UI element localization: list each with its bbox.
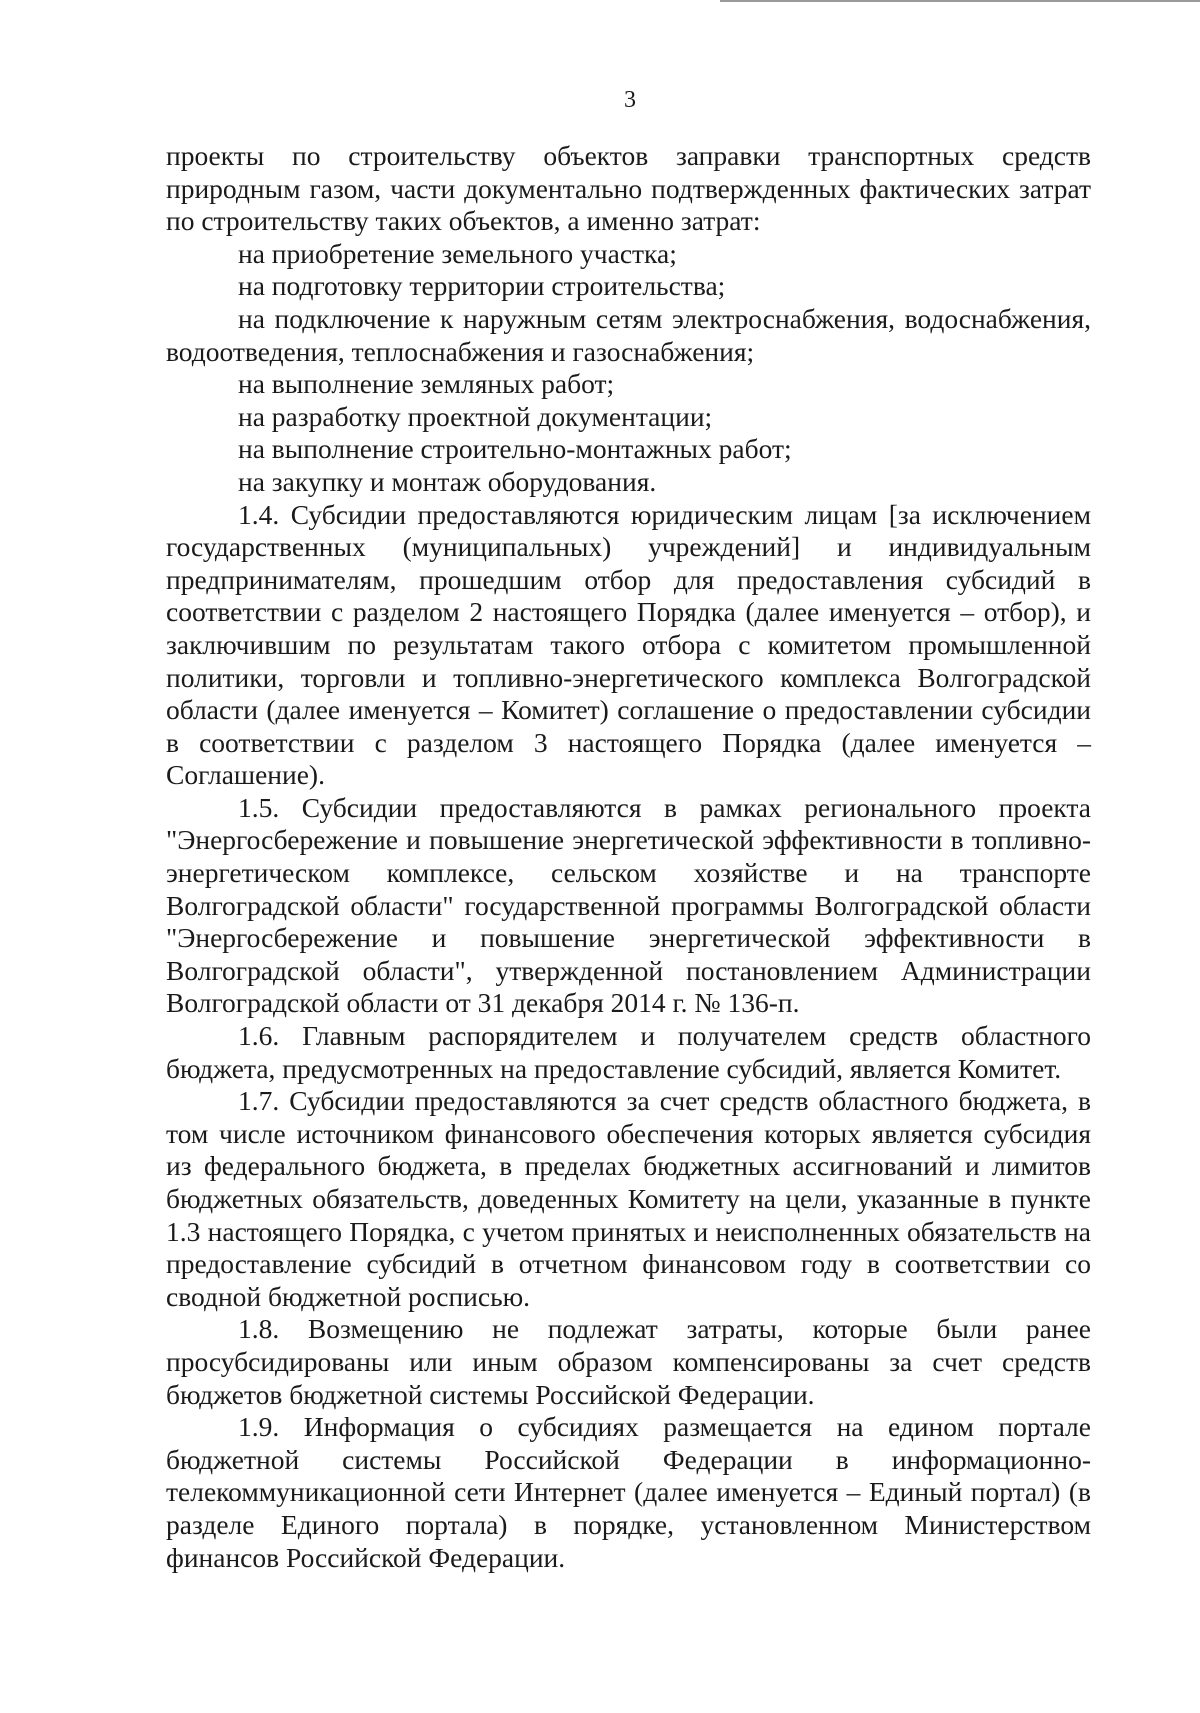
list-item-earthworks: на выполнение земляных работ; bbox=[238, 368, 615, 400]
list-item-design: на разработку проектной документации; bbox=[238, 400, 713, 432]
list-item-territory: на подготовку территории строительства; bbox=[238, 270, 726, 302]
list-item-land: на приобретение земельного участка; bbox=[238, 237, 677, 269]
paragraph-intro: проекты по строительству объектов заправки транспортных средств природным газом, части документально подтвержденных фактических затрат по строительству таких объектов, а именно затрат: bbox=[166, 140, 1091, 237]
clause-1-8: 1.8. Возмещению не подлежат затраты, которые были ранее просубсидированы или иным образом компенсированы за счет средств бюджетов бюджетной системы Российской Федерации. bbox=[166, 1313, 1091, 1410]
scan-edge-line bbox=[720, 0, 1200, 2]
clause-1-5: 1.5. Субсидии предоставляются в рамках регионального проекта "Энергосбережение и повышение энергетической эффективности в топливно-энергетическом комплексе, сельском хозяйстве и на транспорте Волгоградской области" государственной программы Волгоградской области "Энергосбережение и повышение энергетической эффективности в Волгоградской области", утвержденной постановлением Администрации Волгоградской области от 31 декабря 2014 г. № 136-п. bbox=[166, 791, 1091, 1019]
clause-1-6: 1.6. Главным распорядителем и получателем средств областного бюджета, предусмотренных на предоставление субсидий, является Комитет. bbox=[166, 1020, 1091, 1084]
document-body bbox=[166, 140, 1091, 1574]
clause-1-9: 1.9. Информация о субсидиях размещается на едином портале бюджетной системы Российской Федерации в информационно-телекоммуникационной сети Интернет (далее именуется – Единый портал) (в разделе Единого портала) в порядке, установленном Министерством финансов Российской Федерации. bbox=[166, 1411, 1091, 1573]
clause-1-7: 1.7. Субсидии предоставляются за счет средств областного бюджета, в том числе источником финансового обеспечения которых является субсидия из федерального бюджета, в пределах бюджетных ассигнований и лимитов бюджетных обязательств, доведенных Комитету на цели, указанные в пункте 1.3 настоящего Порядка, с учетом принятых и неисполненных обязательств на предоставление субсидий в отчетном финансовом году в соответствии со сводной бюджетной росписью. bbox=[166, 1085, 1091, 1312]
list-item-equipment: на закупку и монтаж оборудования. bbox=[238, 465, 657, 497]
clause-1-4: 1.4. Субсидии предоставляются юридическим лицам [за исключением государственных (муниципальных) учреждений] и индивидуальным предпринимателям, прошедшим отбор для предоставления субсидий в соответствии с разделом 2 настоящего Порядка (далее именуется – отбор), и заключившим по результатам такого отбора с комитетом промышленной политики, торговли и топливно-энергетического комплекса Волгоградской области (далее именуется – Комитет) соглашение о предоставлении субсидии в соответствии с разделом 3 настоящего Порядка (далее именуется – Соглашение). bbox=[166, 498, 1091, 791]
list-item-connection: на подключение к наружным сетям электроснабжения, водоснабжения, водоотведения, теплоснабжения и газоснабжения; bbox=[166, 302, 1091, 367]
list-item-construction: на выполнение строительно-монтажных работ; bbox=[238, 433, 792, 465]
page-number: 3 bbox=[624, 87, 636, 113]
